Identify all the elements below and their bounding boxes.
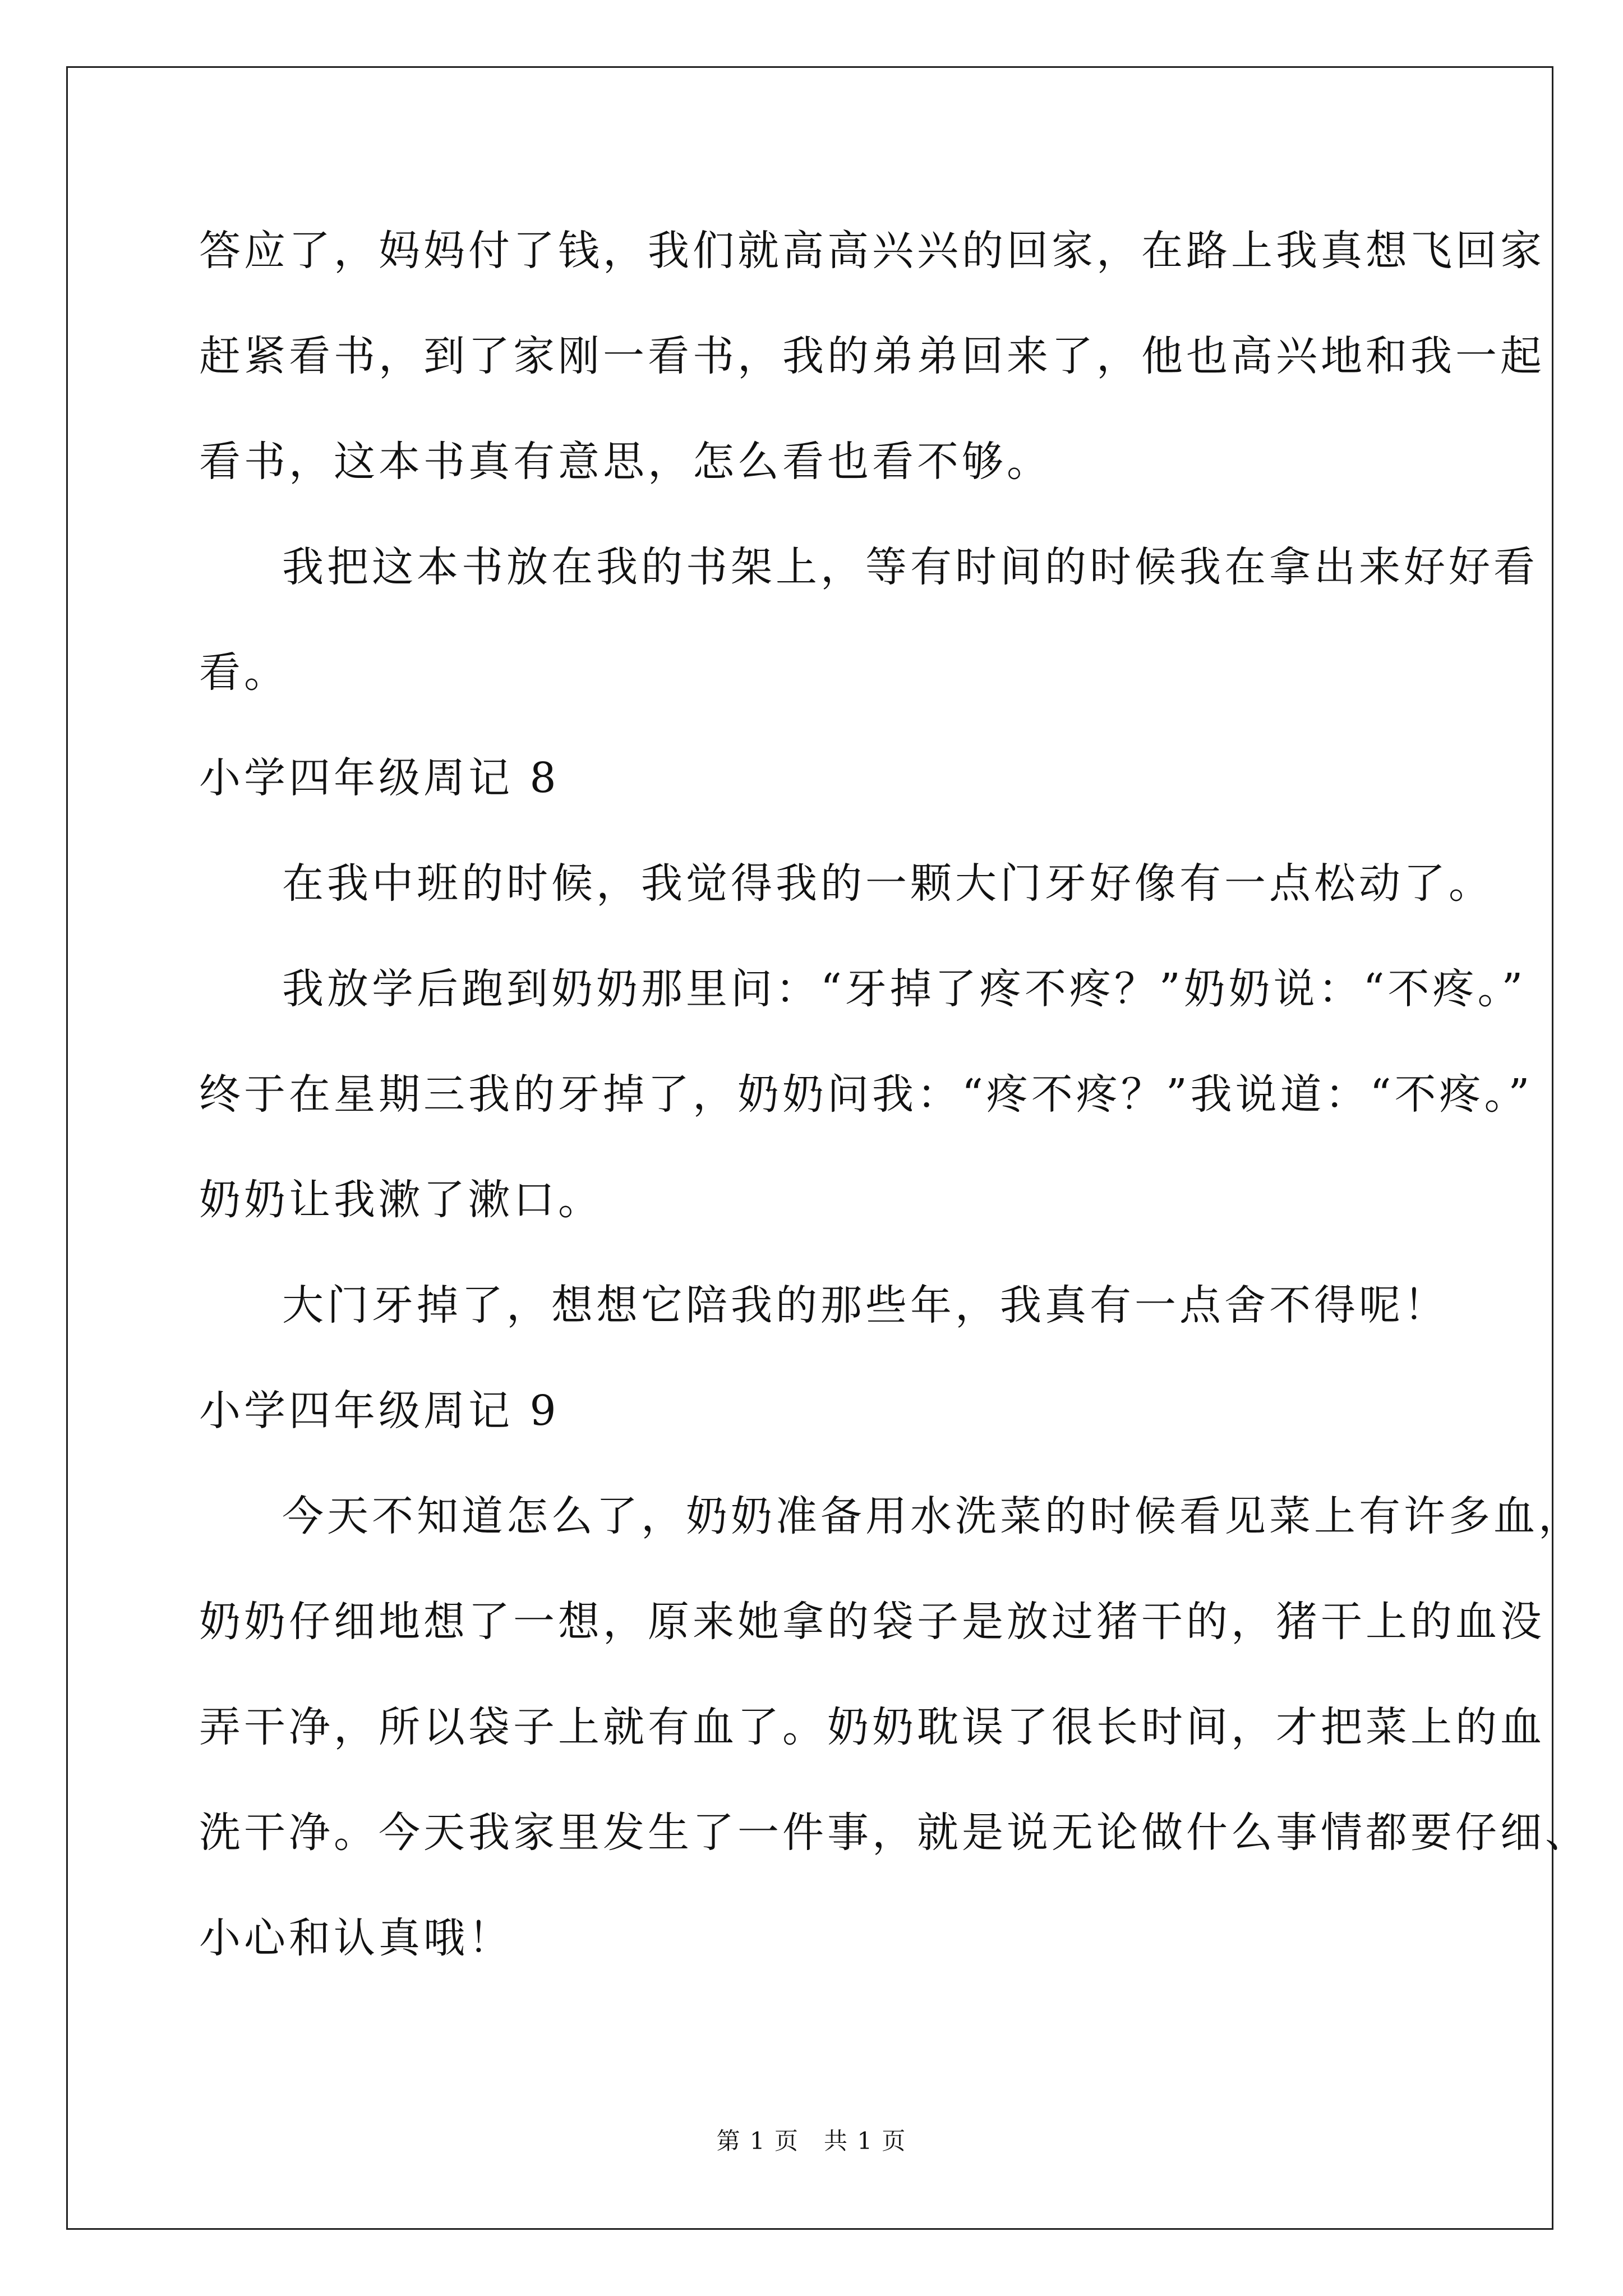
body-line: 赶紧看书，到了家刚一看书，我的弟弟回来了，他也高兴地和我一起	[199, 332, 1545, 380]
body-line: 答应了，妈妈付了钱，我们就高高兴兴的回家，在路上我真想飞回家	[199, 227, 1545, 275]
page-border	[66, 66, 1553, 2230]
body-line: 洗干净。今天我家里发生了一件事，就是说无论做什么事情都要仔细、	[199, 1809, 1590, 1857]
page-footer: 第 1 页 共 1 页	[716, 2127, 907, 2155]
body-line: 小心和认真哦！	[199, 1914, 513, 1962]
body-line: 奶奶让我漱了漱口。	[199, 1176, 603, 1224]
paragraph-start-line: 在我中班的时候，我觉得我的一颗大门牙好像有一点松动了。	[282, 859, 1493, 908]
body-line: 奶奶仔细地想了一想，原来她拿的袋子是放过猪干的，猪干上的血没	[199, 1598, 1545, 1646]
paragraph-start-line: 我把这本书放在我的书架上，等有时间的时候我在拿出来好好看	[282, 543, 1538, 591]
paragraph-start-line: 大门牙掉了，想想它陪我的那些年，我真有一点舍不得呢！	[282, 1281, 1449, 1329]
section-heading: 小学四年级周记 8	[199, 754, 560, 802]
body-line: 终于在星期三我的牙掉了，奶奶问我：“疼不疼？”我说道：“不疼。”	[199, 1070, 1533, 1119]
paragraph-start-line: 今天不知道怎么了，奶奶准备用水洗菜的时候看见菜上有许多血，	[282, 1492, 1583, 1540]
body-line: 看书，这本书真有意思，怎么看也看不够。	[199, 438, 1052, 486]
section-heading: 小学四年级周记 9	[199, 1387, 560, 1435]
body-line: 看。	[199, 648, 289, 697]
paragraph-start-line: 我放学后跑到奶奶那里问：“牙掉了疼不疼？”奶奶说：“不疼。”	[282, 965, 1527, 1013]
body-line: 弄干净，所以袋子上就有血了。奶奶耽误了很长时间，才把菜上的血	[199, 1703, 1545, 1751]
